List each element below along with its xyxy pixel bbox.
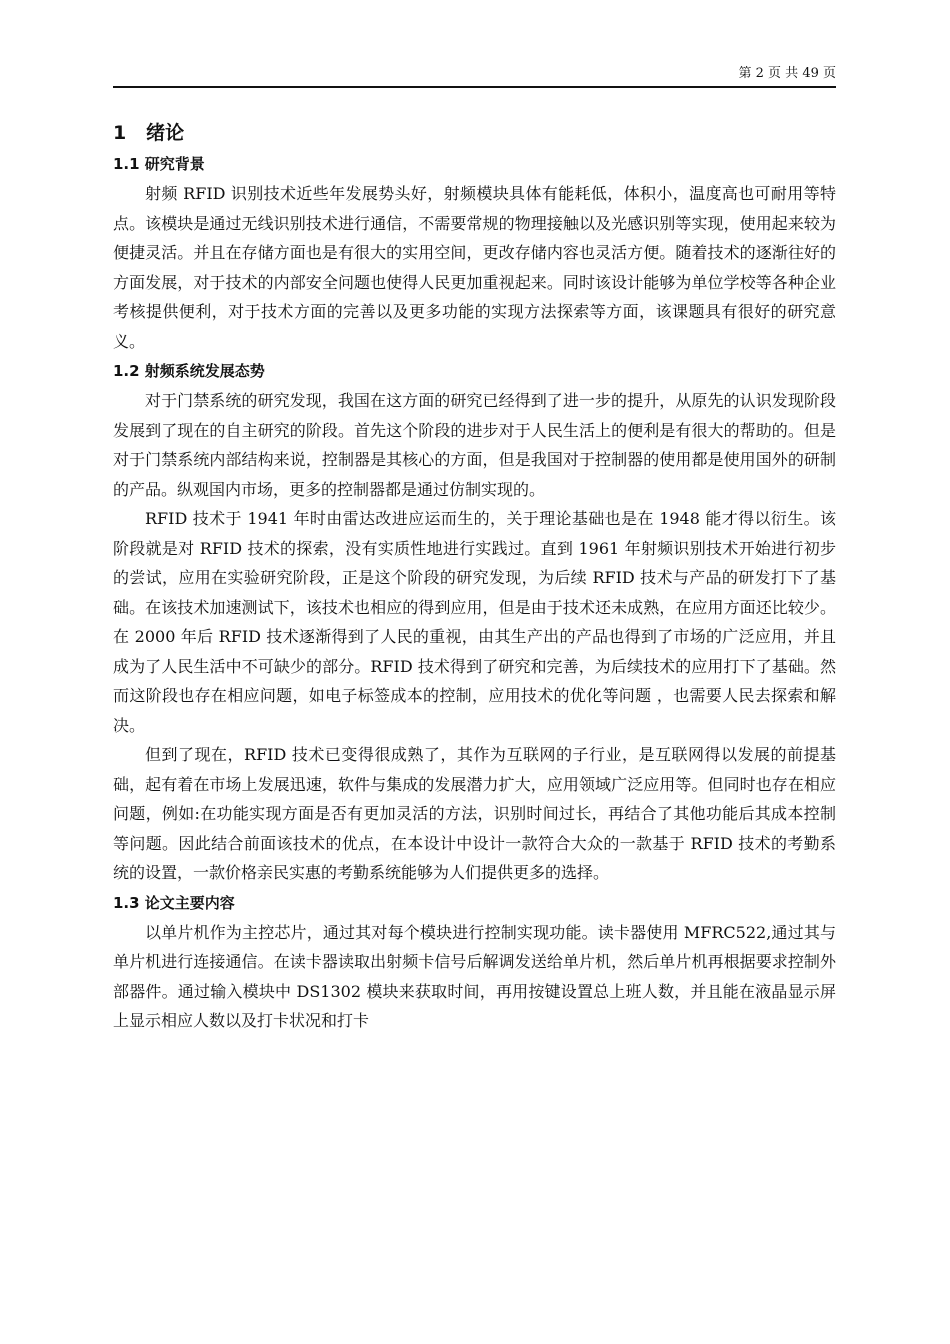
section-main-content	[113, 888, 836, 1036]
paragraph: 对于门禁系统的研究发现，我国在这方面的研究已经得到了进一步的提升，从原先的认识发现阶段发展到了现在的自主研究的阶段。首先这个阶段的进步对于人民生活上的便利是有很大的帮助的。但是对于门禁系统内部结构来说，控制器是其核心的方面，但是我国对于控制器的使用都是使用国外的研制的产品。纵观国内市场，更多的控制器都是通过仿制实现的。	[113, 391, 836, 499]
paragraph: RFID 技术于 1941 年时由雷达改进应运而生的，关于理论基础也是在 1948 能才得以衍生。该阶段就是对 RFID 技术的探索，没有实质性地进行实践过。直到 1961 年射频识别技术开始进行初步的尝试，应用在实验研究阶段，正是这个阶段的研究发现，为后续 RFID 技术与产品的研发打下了基础。在该技术加速测试下，该技术也相应的得到应用，但是由于技术还未成熟，在应用方面还比较少。在 2000 年后 RFID 技术逐渐得到了人民的重视，由其生产出的产品也得到了市场的广泛应用，并且成为了人民生活中不可缺少的部分。RFID 技术得到了研究和完善，为后续技术的应用打下了基础。然而这阶段也存在相应问题，如电子标签成本的控制，应用技术的优化等问题 ，也需要人民去探索和解决。	[113, 509, 836, 735]
document-body	[113, 117, 836, 1036]
section-title: 1.3 论文主要内容	[113, 893, 235, 912]
paragraph: 射频 RFID 识别技术近些年发展势头好，射频模块具体有能耗低，体积小，温度高也可耐用等特点。该模块是通过无线识别技术进行通信，不需要常规的物理接触以及光感识别等实现，使用起来较为便捷灵活。并且在存储方面也是有很大的实用空间，更改存储内容也灵活方便。随着技术的逐渐往好的方面发展，对于技术的内部安全问题也使得人民更加重视起来。同时该设计能够为单位学校等各种企业考核提供便利，对于技术方面的完善以及更多功能的实现方法探索等方面，该课题具有很好的研究意义。	[113, 184, 836, 351]
paragraph: 以单片机作为主控芯片，通过其对每个模块进行控制实现功能。读卡器使用 MFRC522,通过其与单片机进行连接通信。在读卡器读取出射频卡信号后解调发送给单片机，然后单片机再根据要求控制外部器件。通过输入模块中 DS1302 模块来获取时间，再用按键设置总上班人数，并且能在液晶显示屏上显示相应人数以及打卡状况和打卡	[113, 922, 836, 1030]
section-title: 1.2 射频系统发展态势	[113, 362, 265, 380]
paragraph: 但到了现在，RFID 技术已变得很成熟了，其作为互联网的子行业，是互联网得以发展的前提基础，起有着在市场上发展迅速，软件与集成的发展潜力扩大，应用领域广泛应用等。但同时也存在相应问题，例如:在功能实现方面是否有更加灵活的方法，识别时间过长，再结合了其他功能后其成本控制等问题。因此结合前面该技术的优点，在本设计中设计一款符合大众的一款基于 RFID 技术的考勤系统的设置，一款价格亲民实惠的考勤系统能够为人们提供更多的选择。	[113, 745, 836, 882]
section-research-background	[113, 149, 836, 356]
page-number: 第 2 页 共 49 页	[738, 66, 836, 81]
page-header	[113, 66, 836, 88]
section-rf-system-development	[113, 356, 836, 888]
section-title: 1.1 研究背景	[113, 155, 205, 173]
chapter-title: 1 绪论	[113, 122, 185, 144]
